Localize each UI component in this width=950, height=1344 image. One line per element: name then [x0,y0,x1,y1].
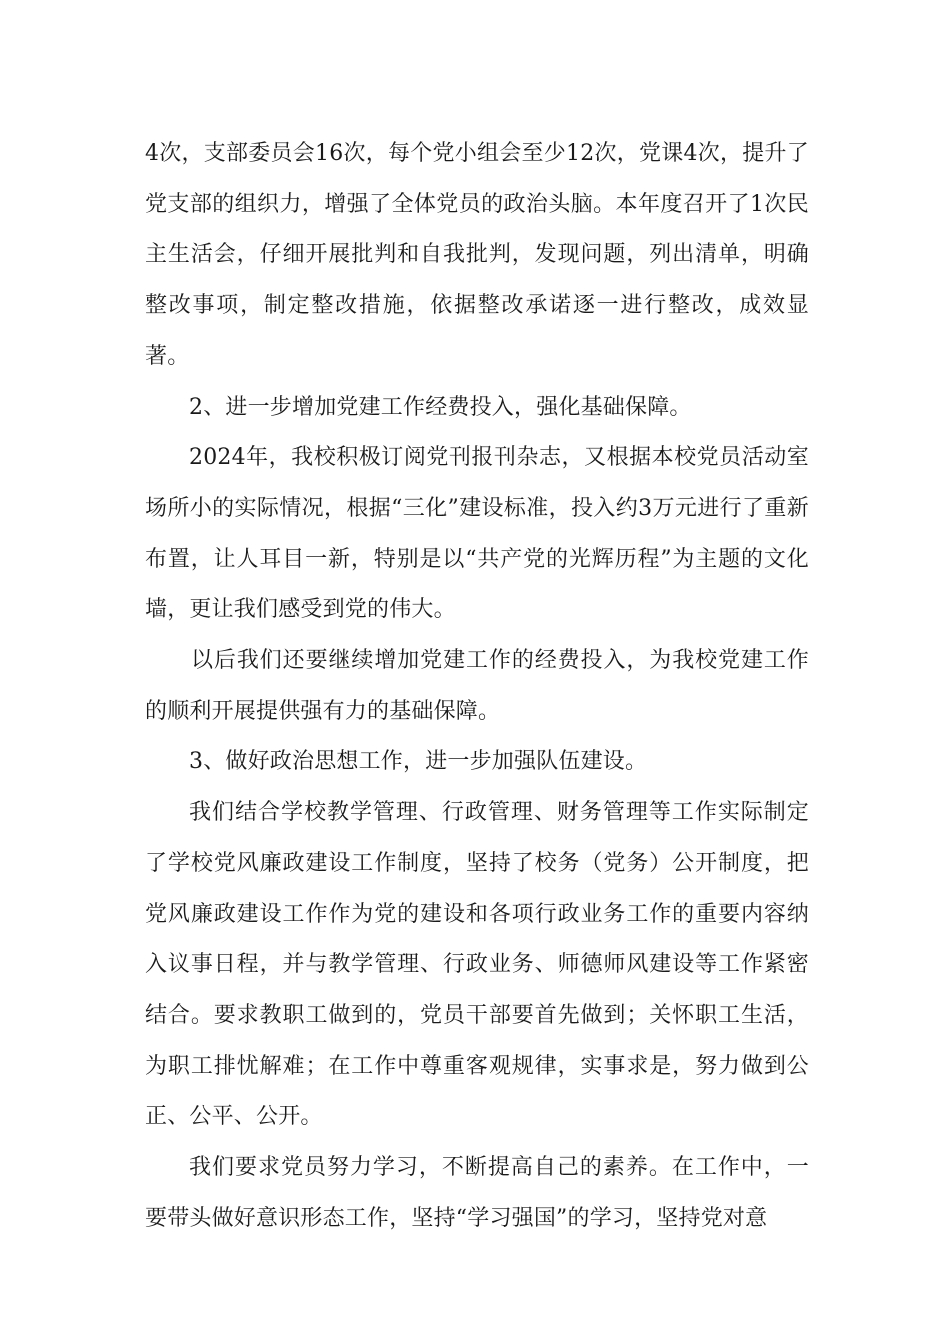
section-heading-political-work: 3、做好政治思想工作，进一步加强队伍建设。 [189,749,648,775]
paragraph-funding-future: 以后我们还要继续增加党建工作的经费投入，为我校党建工作的顺利开展提供强有力的基础保障。 [145,648,809,724]
document-body [145,129,809,1244]
paragraph-integrity-system: 我们结合学校教学管理、行政管理、财务管理等工作实际制定了学校党风廉政建设工作制度，坚持了校务（党务）公开制度，把党风廉政建设工作作为党的建设和各项行政业务工作的重要内容纳入议事日程，并与教学管理、行政业务、师德师风建设等工作紧密结合。要求教职工做到的，党员干部要首先做到；关怀职工生活，为职工排忧解难；在工作中尊重客观规律，实事求是，努力做到公正、公平、公开。 [145,800,809,1130]
paragraph-meetings-summary: 4次，支部委员会16次，每个党小组会至少12次，党课4次，提升了党支部的组织力，增强了全体党员的政治头脑。本年度召开了1次民主生活会，仔细开展批判和自我批判，发现问题，列出清单，明确整改事项，制定整改措施，依据整改承诺逐一进行整改，成效显著。 [145,141,809,369]
paragraph-member-study: 我们要求党员努力学习，不断提高自己的素养。在工作中，一要带头做好意识形态工作，坚持“学习强国”的学习，坚持党对意 [145,1155,809,1231]
section-heading-funding: 2、进一步增加党建工作经费投入，强化基础保障。 [189,394,692,420]
paragraph-funding-2024: 2024年，我校积极订阅党刊报刊杂志，又根据本校党员活动室场所小的实际情况，根据“三化”建设标准，投入约3万元进行了重新布置，让人耳目一新，特别是以“共产党的光辉历程”为主题的文化墙，更让我们感受到党的伟大。 [145,445,809,623]
